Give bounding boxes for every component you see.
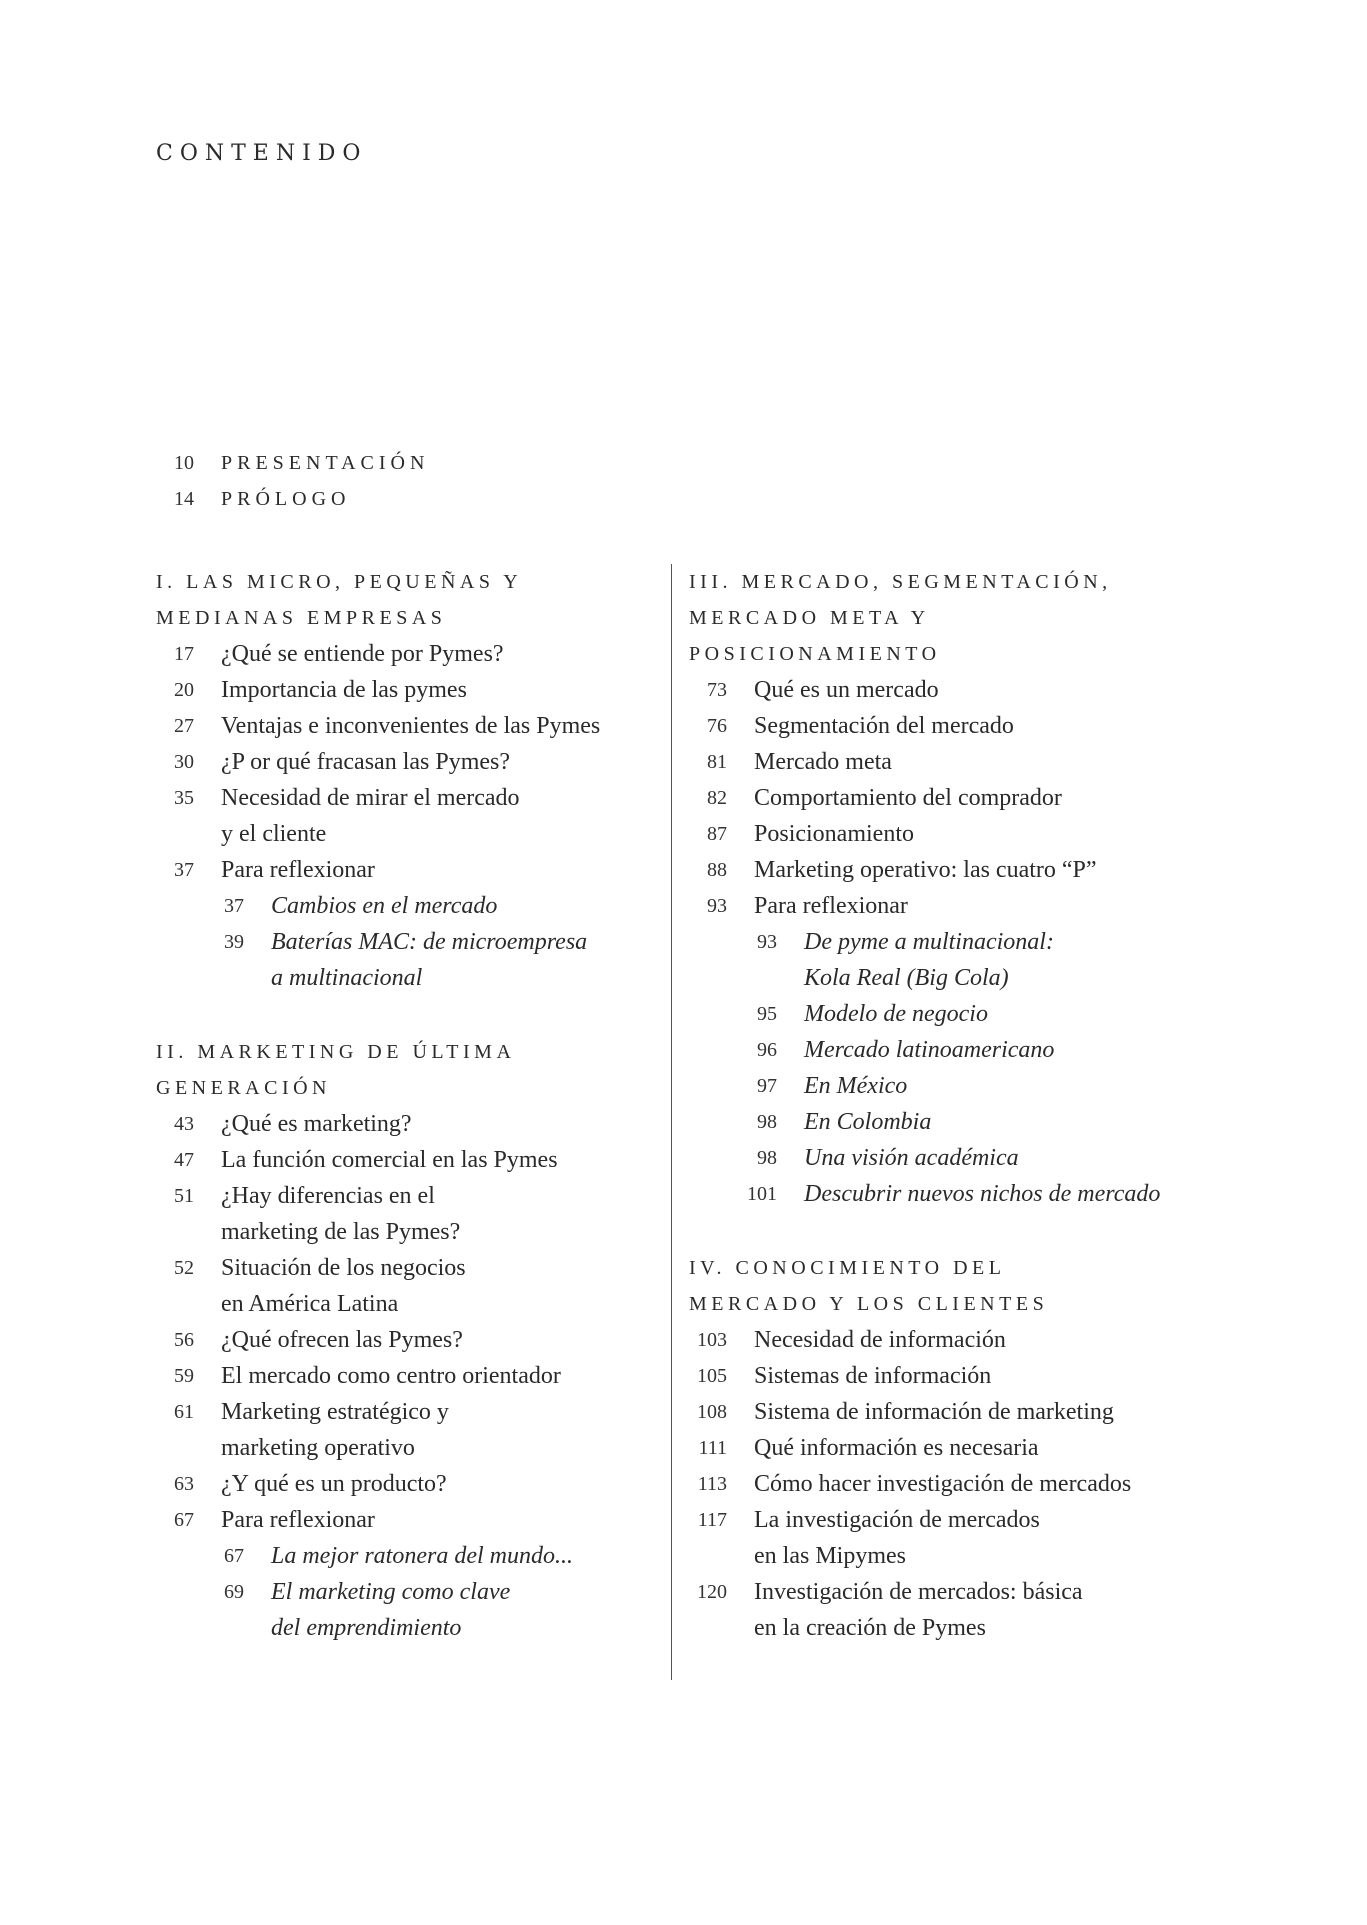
entry-title: en la creación de Pymes — [754, 1615, 986, 1641]
subentry-title: Kola Real (Big Cola) — [804, 965, 1009, 991]
subentry-title: Mercado latinoamericano — [804, 1037, 1055, 1063]
page-number: 51 — [174, 1185, 194, 1207]
page-number: 56 — [174, 1329, 194, 1351]
toc-entry — [689, 744, 1209, 780]
subentry-title: del emprendimiento — [271, 1615, 462, 1641]
page-number: 95 — [757, 1003, 777, 1025]
page-number: 81 — [707, 751, 727, 773]
page-number: 108 — [697, 1401, 727, 1423]
page-number: 63 — [174, 1473, 194, 1495]
page-number: 88 — [707, 859, 727, 881]
entry-title: y el cliente — [221, 821, 327, 847]
page-number: 30 — [174, 751, 194, 773]
entry-title: Marketing estratégico y — [221, 1399, 449, 1425]
entry-title: marketing operativo — [221, 1435, 415, 1461]
toc-entry — [156, 1106, 676, 1142]
toc-entry — [156, 636, 676, 672]
entry-title: Ventajas e inconvenientes de las Pymes — [221, 713, 601, 739]
entry-title: en las Mipymes — [754, 1543, 906, 1569]
page-number: 111 — [698, 1437, 727, 1459]
subentry-title: Una visión académica — [804, 1145, 1019, 1171]
subentry-title: La mejor ratonera del mundo... — [271, 1543, 573, 1569]
section-gap — [689, 1212, 1209, 1250]
toc-entry — [689, 1574, 1209, 1610]
subentry-title: Baterías MAC: de microempresa — [271, 929, 588, 955]
entry-title: PRÓLOGO — [221, 488, 351, 510]
section-heading: IV. CONOCIMIENTO DEL — [689, 1257, 1006, 1279]
page-number: 105 — [697, 1365, 727, 1387]
subentry-title: a multinacional — [271, 965, 423, 991]
entry-title: Para reflexionar — [221, 1507, 375, 1533]
section-gap — [156, 996, 676, 1034]
section-heading: POSICIONAMIENTO — [689, 643, 941, 665]
toc-entry — [156, 852, 676, 888]
toc-entry — [156, 1394, 676, 1430]
entry-title: ¿P or qué fracasan las Pymes? — [221, 749, 511, 775]
toc-entry — [689, 1610, 1209, 1646]
toc-subentry — [689, 1176, 1209, 1212]
toc-subentry — [689, 1104, 1209, 1140]
entry-title: ¿Qué es marketing? — [221, 1111, 412, 1137]
entry-title: PRESENTACIÓN — [221, 452, 430, 474]
page-number: 67 — [224, 1545, 244, 1567]
toc-entry — [689, 852, 1209, 888]
entry-title: Qué información es necesaria — [754, 1435, 1039, 1461]
section-heading: III. MERCADO, SEGMENTACIÓN, — [689, 571, 1112, 593]
section-heading: MERCADO META Y — [689, 607, 930, 629]
entry-title: marketing de las Pymes? — [221, 1219, 461, 1245]
page-number: 98 — [757, 1111, 777, 1133]
page-number: 47 — [174, 1149, 194, 1171]
entry-title: Investigación de mercados: básica — [754, 1579, 1083, 1605]
toc-subentry — [156, 1610, 676, 1646]
toc-entry — [156, 481, 676, 517]
toc-entry — [156, 445, 676, 481]
page-number: 10 — [174, 452, 194, 474]
entry-title: Para reflexionar — [754, 893, 908, 919]
toc-entry — [689, 1358, 1209, 1394]
page-number: 120 — [697, 1581, 727, 1603]
entry-title: Situación de los negocios — [221, 1255, 466, 1281]
entry-title: El mercado como centro orientador — [221, 1363, 561, 1389]
page-number: 37 — [174, 859, 194, 881]
subentry-title: Cambios en el mercado — [271, 893, 498, 919]
entry-title: ¿Hay diferencias en el — [221, 1183, 435, 1209]
subentry-title: En México — [804, 1073, 908, 1099]
page-number: 93 — [707, 895, 727, 917]
entry-title: Cómo hacer investigación de mercados — [754, 1471, 1132, 1497]
entry-title: Mercado meta — [754, 749, 892, 775]
page-number: 113 — [697, 1473, 727, 1495]
toc-entry — [689, 780, 1209, 816]
entry-title: Importancia de las pymes — [221, 677, 467, 703]
page-number: 14 — [174, 488, 194, 510]
subentry-title: Modelo de negocio — [804, 1001, 988, 1027]
entry-title: Marketing operativo: las cuatro “P” — [754, 857, 1097, 883]
page-number: 93 — [757, 931, 777, 953]
entry-title: Para reflexionar — [221, 857, 375, 883]
entry-title: Necesidad de mirar el mercado — [221, 785, 520, 811]
column-divider — [671, 564, 672, 1680]
page-number: 97 — [757, 1075, 777, 1097]
entry-title: ¿Qué se entiende por Pymes? — [221, 641, 504, 667]
entry-title: ¿Y qué es un producto? — [221, 1471, 447, 1497]
page-number: 117 — [697, 1509, 727, 1531]
toc-entry — [156, 1250, 676, 1286]
section-heading: MERCADO Y LOS CLIENTES — [689, 1293, 1049, 1315]
page-number: 73 — [707, 679, 727, 701]
toc-entry — [156, 1142, 676, 1178]
page-number: 35 — [174, 787, 194, 809]
toc-entry — [156, 1178, 676, 1214]
entry-title: en América Latina — [221, 1291, 399, 1317]
toc-subentry — [689, 1068, 1209, 1104]
toc-entry — [689, 1322, 1209, 1358]
page-number: 96 — [757, 1039, 777, 1061]
toc-subentry — [689, 1032, 1209, 1068]
page-number: 27 — [174, 715, 194, 737]
toc-entry — [156, 672, 676, 708]
page-number: 52 — [174, 1257, 194, 1279]
entry-title: Necesidad de información — [754, 1327, 1006, 1353]
page-number: 69 — [224, 1581, 244, 1603]
toc-subentry — [689, 924, 1209, 960]
page-number: 43 — [174, 1113, 194, 1135]
page-number: 76 — [707, 715, 727, 737]
page-number: 98 — [757, 1147, 777, 1169]
subentry-title: El marketing como clave — [271, 1579, 511, 1605]
toc-subentry — [156, 1574, 676, 1610]
page-number: 39 — [224, 931, 244, 953]
toc-entry — [689, 1538, 1209, 1574]
page-title: CONTENIDO — [156, 141, 368, 166]
toc-entry — [156, 1322, 676, 1358]
entry-title: Segmentación del mercado — [754, 713, 1014, 739]
entry-title: Sistemas de información — [754, 1363, 992, 1389]
page-number: 20 — [174, 679, 194, 701]
page-number: 87 — [707, 823, 727, 845]
toc-subentry — [156, 1538, 676, 1574]
section-heading: I. LAS MICRO, PEQUEÑAS Y — [156, 571, 523, 593]
toc-subentry — [156, 960, 676, 996]
toc-entry — [156, 744, 676, 780]
toc-entry — [689, 1394, 1209, 1430]
right-column — [689, 564, 1209, 1646]
toc-entry — [156, 1214, 676, 1250]
page-number: 103 — [697, 1329, 727, 1351]
subentry-title: Descubrir nuevos nichos de mercado — [804, 1181, 1161, 1207]
toc-subentry — [156, 924, 676, 960]
entry-title: Qué es un mercado — [754, 677, 939, 703]
toc-entry — [689, 1502, 1209, 1538]
entry-title: Sistema de información de marketing — [754, 1399, 1114, 1425]
section-heading: MEDIANAS EMPRESAS — [156, 607, 447, 629]
toc-entry — [156, 1358, 676, 1394]
toc-subentry — [156, 888, 676, 924]
page-number: 37 — [224, 895, 244, 917]
entry-title: ¿Qué ofrecen las Pymes? — [221, 1327, 463, 1353]
toc-subentry — [689, 1140, 1209, 1176]
section-heading: GENERACIÓN — [156, 1077, 331, 1099]
toc-entry — [156, 708, 676, 744]
toc-entry — [156, 1502, 676, 1538]
toc-entry — [689, 1430, 1209, 1466]
entry-title: Comportamiento del comprador — [754, 785, 1062, 811]
subentry-title: De pyme a multinacional: — [804, 929, 1054, 955]
entry-title: Posicionamiento — [754, 821, 914, 847]
page-number: 101 — [747, 1183, 777, 1205]
page-number: 82 — [707, 787, 727, 809]
toc-entry — [689, 816, 1209, 852]
toc-entry — [689, 708, 1209, 744]
page-number: 17 — [174, 643, 194, 665]
toc-entry — [156, 1286, 676, 1322]
toc-entry — [689, 1466, 1209, 1502]
page-number: 59 — [174, 1365, 194, 1387]
toc-entry — [156, 816, 676, 852]
subentry-title: En Colombia — [804, 1109, 932, 1135]
page-number: 61 — [174, 1401, 194, 1423]
toc-entry — [689, 672, 1209, 708]
front-matter — [156, 445, 676, 517]
left-column — [156, 564, 676, 1646]
toc-entry — [156, 780, 676, 816]
page-number: 67 — [174, 1509, 194, 1531]
toc-subentry — [689, 996, 1209, 1032]
toc-entry — [156, 1466, 676, 1502]
section-heading: II. MARKETING DE ÚLTIMA — [156, 1041, 516, 1063]
entry-title: La investigación de mercados — [754, 1507, 1040, 1533]
toc-entry — [689, 888, 1209, 924]
toc-entry — [156, 1430, 676, 1466]
entry-title: La función comercial en las Pymes — [221, 1147, 558, 1173]
toc-subentry — [689, 960, 1209, 996]
